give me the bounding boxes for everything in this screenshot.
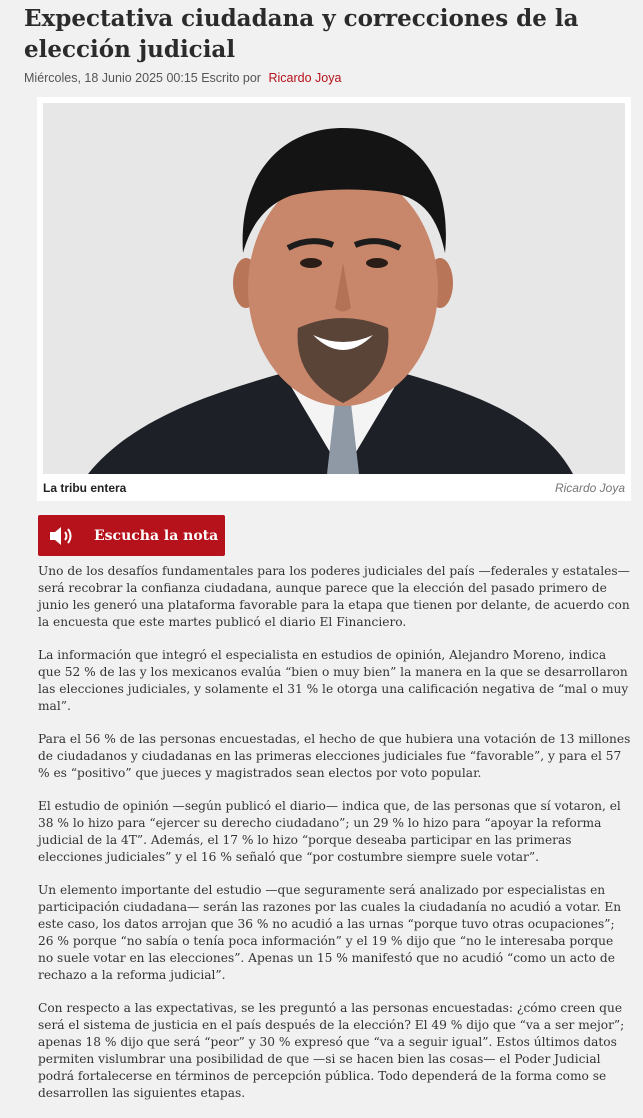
figure-caption: La tribu entera xyxy=(43,481,127,495)
article-date: Miércoles, 18 Junio 2025 00:15 xyxy=(24,71,198,85)
paragraph: Para el 56 % de las personas encuestadas, el hecho de que hubiera una votación de 13 millones de ciudadanos y ciudadanas en las primeras elecciones judiciales fue “favorable”, y para el 57 % es “positivo” que jueces y magistrados sean electos por voto popular. xyxy=(38,732,631,780)
article-figure xyxy=(37,97,631,501)
figure-credit: Ricardo Joya xyxy=(554,481,625,495)
paragraph: El estudio de opinión —según publicó el diario— indica que, de las personas que sí votaron, el 38 % lo hizo para “ejercer su derecho ciudadano”; un 29 % lo hizo para “apoyar la reforma judicial de la 4T”. Además, el 17 % lo hizo “porque deseaba participar en las primeras elecciones judiciales” y el 16 % señaló que “por costumbre siempre suele votar”. xyxy=(38,799,621,864)
article-meta xyxy=(24,71,341,85)
written-by-label: Escrito por xyxy=(201,71,261,85)
paragraph: Uno de los desafíos fundamentales para los poderes judiciales del país —federales y estatales— será recobrar la confianza ciudadana, aunque parece que la elección del pasado primero de junio les generó una plataforma favorable para la etapa que tienen por delante, de acuerdo con la encuesta que este martes publicó el diario El Financiero. xyxy=(38,564,630,629)
paragraph: Con respecto a las expectativas, se les preguntó a las personas encuestadas: ¿cómo creen que será el sistema de justicia en el país después de la elección? El 49 % dijo que “va a ser mejor”; apenas 18 % dijo que será “peor” y 30 % expresó que “va a seguir igual”. Estos últimos datos permiten vislumbrar una posibilidad de que —si se hacen bien las cosas— el Poder Judicial podrá fortalecerse en términos de percepción pública. Todo dependerá de la forma como se desarrollen las siguientes etapas. xyxy=(38,1001,625,1100)
author-link[interactable]: Ricardo Joya xyxy=(268,71,342,85)
speaker-icon xyxy=(48,524,76,548)
author-photo xyxy=(43,103,625,474)
portrait-illustration xyxy=(43,103,625,474)
paragraph: La información que integró el especialista en estudios de opinión, Alejandro Moreno, indica que 52 % de las y los mexicanos evalúa “bien o muy bien” la manera en la que se desarrollaron las elecciones judiciales, y solamente el 31 % le otorga una calificación negativa de “mal o muy mal”. xyxy=(38,648,629,713)
listen-button-label: Escucha la nota xyxy=(94,527,219,544)
article-body xyxy=(38,563,632,1118)
listen-button[interactable] xyxy=(38,515,225,556)
article-title: Expectativa ciudadana y correcciones de la elección judicial xyxy=(24,5,579,63)
paragraph: Un elemento importante del estudio —que seguramente será analizado por especialistas en participación ciudadana— serán las razones por las cuales la ciudadanía no acudió a votar. En este caso, los datos arrojan que 36 % no acudió a las urnas “porque tuvo otras ocupaciones”; 26 % porque “no sabía o tenía poca información” y el 19 % dijo que “no le interesaba porque no suele votar en las elecciones”. Apenas un 15 % manifestó que no acudió “como un acto de rechazo a la reforma judicial”. xyxy=(38,883,622,982)
